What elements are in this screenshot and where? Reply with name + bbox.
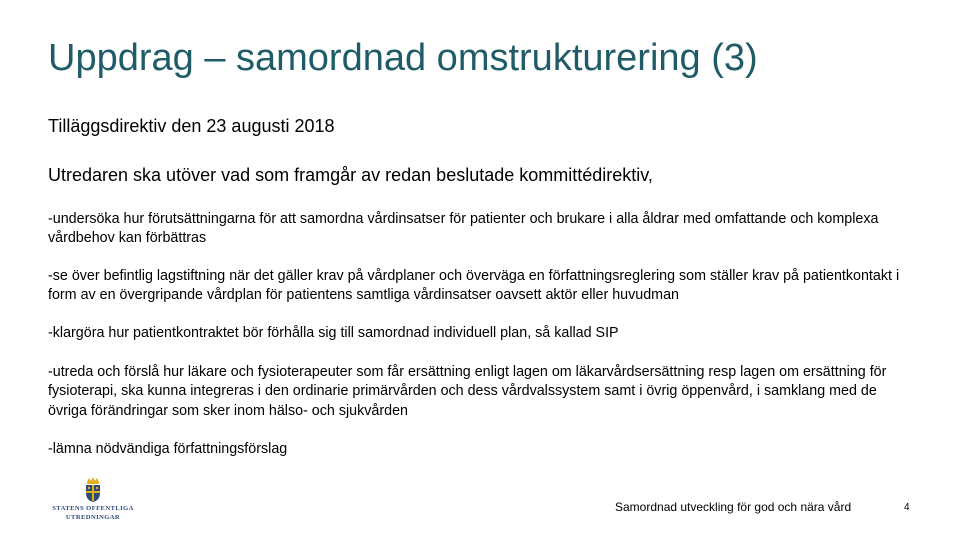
intro-text: Utredaren ska utöver vad som framgår av redan beslutade kommittédirektiv, <box>48 165 653 185</box>
sou-logo <box>50 476 136 526</box>
bullet-item: -lämna nödvändiga författningsförslag <box>48 441 288 457</box>
slide-subtitle: Tilläggsdirektiv den 23 augusti 2018 <box>48 116 335 136</box>
footer-text: Samordnad utveckling för god och nära vård <box>615 500 852 514</box>
page-number: 4 <box>904 502 910 513</box>
logo-text-line1: STATENS OFFENTLIGA <box>52 505 134 512</box>
bullet-item: -utreda och förslå hur läkare och fysioterapeuter som får ersättning enligt lagen om läkarvårdsersättning resp lagen om ersättning för fysioterapi, ska kunna integreras i den ordinarie primärvården och dess vårdvalssystem samt i övrig öppenvård, i samklang med de övriga förändringar som sker inom hälso- och sjukvården <box>48 364 887 419</box>
bullet-item: -undersöka hur förutsättningarna för att samordna vårdinsatser för patienter och brukare i alla åldrar med omfattande och komplexa vårdbehov kan förbättras <box>48 211 879 247</box>
logo-text-line2: UTREDNINGAR <box>65 514 121 521</box>
crown-crest-icon <box>79 476 107 503</box>
bullet-item: -se över befintlig lagstiftning när det gäller krav på vårdplaner och överväga en författningsreglering som ställer krav på patientkontakt i form av en övergripande vårdplan för patientens samtliga vårdinsatser oavsett aktör eller huvudman <box>48 268 900 304</box>
bullet-item: -klargöra hur patientkontraktet bör förhålla sig till samordnad individuell plan, så kallad SIP <box>48 325 619 341</box>
slide-title: Uppdrag – samordnad omstrukturering (3) <box>48 37 758 79</box>
